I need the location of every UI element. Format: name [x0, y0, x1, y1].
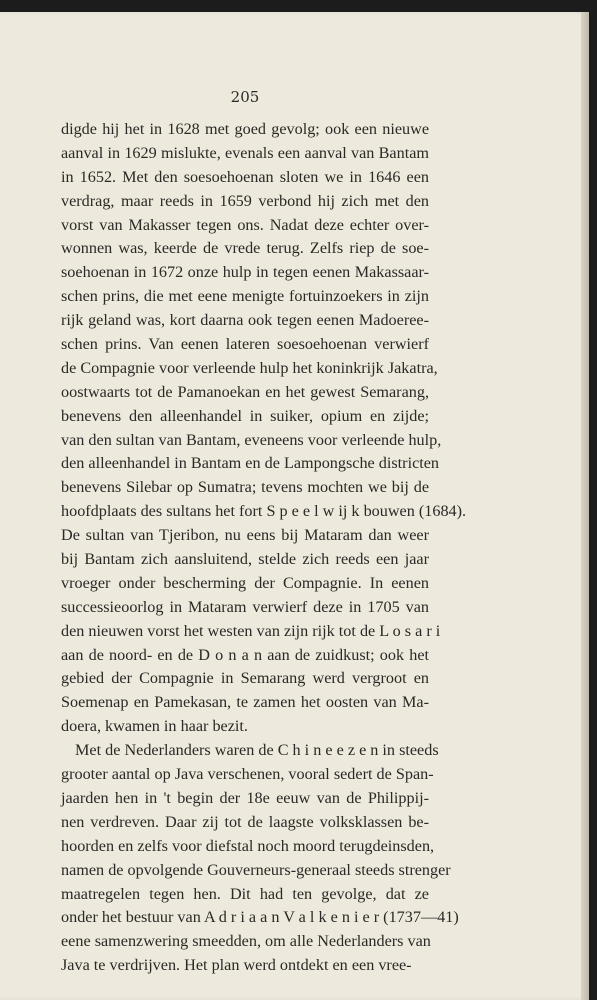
text-line: jaarden hen in 't begin der 18e eeuw van de Philippij-	[61, 788, 429, 807]
text-line: maatregelen tegen hen. Dit had ten gevolge, dat ze	[61, 884, 429, 903]
text-line: rijk geland was, kort daarna ook tegen eenen Madoeree-	[61, 311, 429, 330]
text-line: doera, kwamen in haar bezit.	[61, 717, 248, 736]
text-line: hoorden en zelfs voor diefstal noch moord terugdeinsden,	[61, 836, 435, 855]
text-line: aan de noord- en de D o n a n aan de zuidkust; ook het	[61, 645, 429, 664]
text-line: nen verdreven. Daar zij tot de laagste volksklassen be-	[61, 812, 429, 831]
text-line: gebied der Compagnie in Semarang werd vergroot en	[61, 669, 429, 688]
text-line: onder het bestuur van A d r i a a n V a l k e n i e r (1737—41)	[61, 908, 459, 927]
text-line: benevens Silebar op Sumatra; tevens mochten we bij de	[61, 478, 429, 497]
text-line: Java te verdrijven. Het plan werd ontdekt en een vree-	[61, 956, 412, 975]
text-line: van den sultan van Bantam, eveneens voor verleende hulp,	[61, 430, 442, 449]
text-line: Met de Nederlanders waren de C h i n e e z e n in steeds	[75, 741, 439, 760]
text-line: vorst van Makasser tegen ons. Nadat deze echter over-	[61, 215, 429, 234]
text-line: namen de opvolgende Gouverneurs-generaal steeds strenger	[61, 860, 451, 879]
page-text	[61, 118, 467, 978]
text-line: eene samenzwering smeedden, om alle Nederlanders van	[61, 932, 431, 951]
page-number: 205	[230, 88, 260, 106]
text-line: grooter aantal op Java verschenen, vooral sedert de Span-	[61, 765, 434, 784]
text-line: benevens den alleenhandel in suiker, opium en zijde;	[61, 406, 429, 425]
text-line: hoofdplaats des sultans het fort S p e e l w ij k bouwen (1684).	[61, 502, 467, 521]
text-line: wonnen was, keerde de vrede terug. Zelfs riep de soe-	[61, 239, 429, 258]
text-line: bij Bantam zich aansluitend, stelde zich reeds een jaar	[61, 550, 429, 569]
text-line: in 1652. Met den soesoehoenan sloten we in 1646 een	[61, 167, 429, 186]
text-line: den nieuwen vorst het westen van zijn rijk tot de L o s a r i	[61, 621, 441, 640]
text-line: oostwaarts tot de Pamanoekan en het gewest Semarang,	[61, 382, 429, 401]
text-line: soehoenan in 1672 onze hulp in tegen eenen Makassaar-	[61, 263, 429, 282]
text-line: de Compagnie voor verleende hulp het koninkrijk Jakatra,	[61, 358, 438, 377]
text-line: den alleenhandel in Bantam en de Lampongsche districten	[61, 454, 440, 473]
text-line: De sultan van Tjeribon, nu eens bij Mataram dan weer	[61, 526, 429, 545]
text-line: aanval in 1629 mislukte, evenals een aanval van Bantam	[61, 143, 429, 162]
text-line: schen prins. Van eenen lateren soesoehoenan verwierf	[61, 335, 429, 354]
text-line: Soemenap en Pamekasan, te zamen het oosten van Ma-	[61, 693, 429, 712]
text-line: digde hij het in 1628 met goed gevolg; ook een nieuwe	[61, 120, 429, 138]
text-line: verdrag, maar reeds in 1659 verbond hij zich met den	[61, 191, 429, 210]
text-line: schen prins, die met eene menigte fortuinzoekers in zijn	[61, 287, 429, 306]
text-line: successieoorlog in Mataram verwierf deze in 1705 van	[61, 597, 429, 616]
page-edge	[581, 12, 589, 1000]
text-line: vroeger onder bescherming der Compagnie. In eenen	[61, 573, 429, 592]
